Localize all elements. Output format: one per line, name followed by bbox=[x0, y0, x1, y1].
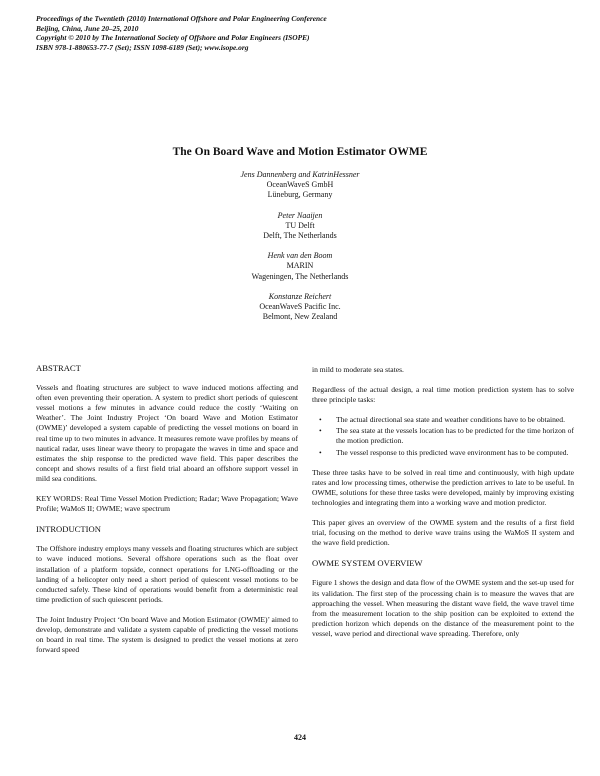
author-group bbox=[0, 211, 600, 242]
author-group bbox=[0, 170, 600, 201]
left-column bbox=[36, 363, 298, 665]
author-affiliation: OceanWaveS Pacific Inc. bbox=[259, 302, 341, 312]
author-location: Belmont, New Zealand bbox=[262, 312, 338, 322]
author-block bbox=[0, 170, 600, 332]
bullet-icon: • bbox=[319, 447, 322, 457]
author-group bbox=[0, 251, 600, 282]
header-line: Beijing, China, June 20–25, 2010 bbox=[36, 23, 139, 33]
introduction-paragraph: The Offshore industry employs many vessels and floating structures which are subject to wave induced motions. Several offshore operations such as the float over installation of a platform topside, connect operations for LNG-offloading or the landing of a helicopter only need a short period of quiescent vessel motions to be conducted safely. These kind of operations would benefit from a deterministic real time prediction of such quiescent periods. bbox=[36, 544, 298, 604]
list-item-text: The vessel response to this predicted wave environment has to be computed. bbox=[336, 447, 569, 457]
list-item bbox=[312, 448, 574, 458]
paper-title: The On Board Wave and Motion Estimator OWME bbox=[172, 146, 428, 158]
author-location: Delft, The Netherlands bbox=[263, 231, 337, 241]
abstract-heading: ABSTRACT bbox=[36, 363, 81, 373]
author-group bbox=[0, 292, 600, 323]
header-line: Proceedings of the Twentieth (2010) International Offshore and Polar Engineering Conference bbox=[36, 14, 327, 23]
body-paragraph: These three tasks have to be solved in real time and continuously, with high update rates and low processing times, otherwise the prediction arrives to late to be useful. In OWME, solutions for these three tasks were developed, mainly by improving existing technologies and integrating them into a working wave and motion predictor. bbox=[312, 467, 574, 507]
list-item bbox=[312, 426, 574, 446]
header-line: Copyright © 2010 by The International Society of Offshore and Polar Engineers (ISOPE) bbox=[36, 33, 310, 43]
body-paragraph: Regardless of the actual design, a real time motion prediction system has to solve three principle tasks: bbox=[312, 385, 574, 405]
author-affiliation: MARIN bbox=[286, 261, 314, 271]
body-paragraph: Figure 1 shows the design and data flow of the OWME system and the set-up used for its validation. The first step of the processing chain is to measure the waves that are approaching the vessel. When measuring the distant wave field, the wave travel time from the measurement location to the ship position can be exploited to extend the prediction horizon which depends on the distance of the measurement point to the vessel, wave period and directional wave spreading. Therefore, only bbox=[312, 578, 574, 638]
author-names: Henk van den Boom bbox=[267, 251, 333, 261]
author-location: Lüneburg, Germany bbox=[267, 190, 333, 200]
author-names: Peter Naaijen bbox=[277, 210, 323, 220]
author-names: Jens Dannenberg and KatrinHessner bbox=[240, 170, 360, 179]
author-affiliation: OceanWaveS GmbH bbox=[266, 180, 334, 190]
author-location: Wageningen, The Netherlands bbox=[251, 271, 349, 281]
list-item bbox=[312, 415, 574, 425]
author-names: Konstanze Reichert bbox=[268, 291, 332, 301]
introduction-heading: INTRODUCTION bbox=[36, 524, 101, 535]
task-list bbox=[312, 415, 574, 457]
page-number: 424 bbox=[294, 733, 306, 742]
header-line: ISBN 978-1-880653-77-7 (Set); ISSN 1098-6189 (Set); www.isope.org bbox=[36, 42, 249, 52]
introduction-paragraph: The Joint Industry Project ‘On board Wave and Motion Estimator (OWME)’ aimed to develop, demonstrate and validate a system capable of predicting the vessel motions on board in real time. The system is designed to predict the vessel motions at zero forward speed bbox=[36, 614, 298, 655]
keywords: KEY WORDS: Real Time Vessel Motion Prediction; Radar; Wave Propagation; Wave Profile; WaMoS II; OWME; wave spectrum bbox=[36, 494, 298, 514]
author-affiliation: TU Delft bbox=[285, 220, 315, 230]
body-paragraph: This paper gives an overview of the OWME system and the results of a first field trial, focusing on the method to derive wave trains using the WaMoS II system and the wave field prediction. bbox=[312, 518, 574, 548]
system-overview-heading: OWME SYSTEM OVERVIEW bbox=[312, 558, 423, 569]
list-item-text: The actual directional sea state and weather conditions have to be obtained. bbox=[336, 415, 565, 425]
proceedings-header bbox=[36, 14, 456, 52]
abstract-text: Vessels and floating structures are subject to wave induced motions affecting and often even preventing their operation. A system to predict short periods of quiescent vessel motions a few minutes in advance could reduce the costly ‘Waiting on Weather’. The Joint Industry Project ‘On board Wave and Motion Estimator (OWME)’ developed a system capable of predicting the vessel motions on board in real time up to two minutes in advance. It measures remote wave profiles by means of nautical radar, uses linear wave theory to propagate the waves in time and space and estimates the ship response to the predicted wave field. This paper describes the concept and shows results of a first field trial aboard an offshore support vessel in mild sea conditions. bbox=[36, 383, 298, 483]
list-item-text: The sea state at the vessels location has to be predicted for the time horizon of the motion prediction. bbox=[336, 426, 574, 446]
right-column bbox=[312, 365, 574, 649]
bullet-icon: • bbox=[319, 426, 322, 436]
continued-text: in mild to moderate sea states. bbox=[312, 365, 404, 374]
bullet-icon: • bbox=[319, 415, 322, 425]
